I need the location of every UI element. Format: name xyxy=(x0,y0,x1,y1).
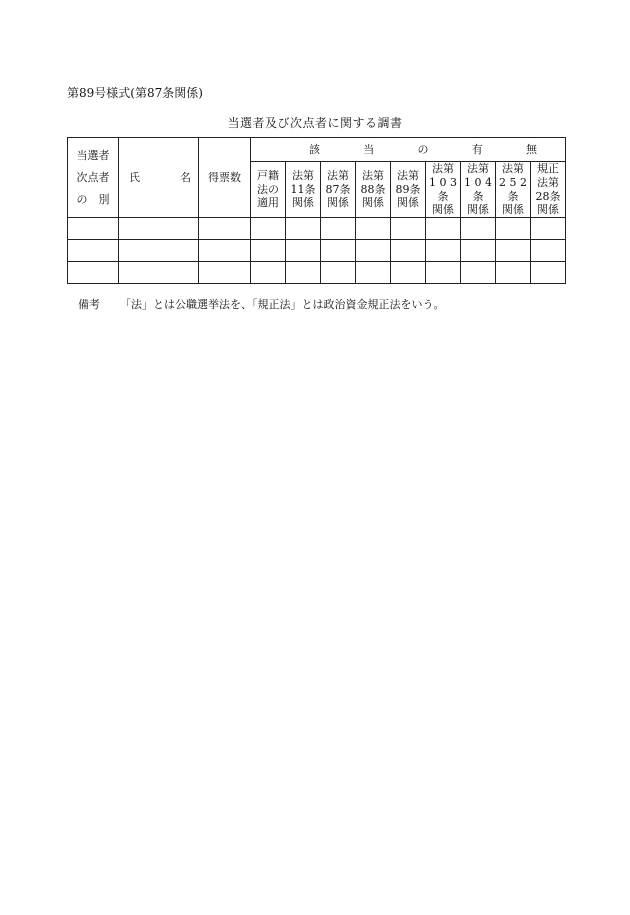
remarks-note xyxy=(78,296,445,312)
subheader-line: 条 xyxy=(437,189,449,203)
category-header-line: の 別 xyxy=(76,192,110,206)
blank-rows xyxy=(68,218,566,284)
subheader-line: 88条 xyxy=(360,182,386,196)
blank-cell xyxy=(119,240,199,262)
subheader-line: 28条 xyxy=(535,189,561,203)
blank-cell xyxy=(251,262,286,284)
survey-table xyxy=(67,137,566,284)
blank-cell xyxy=(251,218,286,240)
subheader-line: 87条 xyxy=(325,182,351,196)
blank-cell xyxy=(461,218,496,240)
category-header xyxy=(68,138,119,218)
blank-cell xyxy=(496,262,531,284)
blank-cell xyxy=(68,262,119,284)
subheader-art252 xyxy=(496,162,531,218)
subheader-art89 xyxy=(391,162,426,218)
subheader-regulation-art28 xyxy=(531,162,566,218)
blank-cell xyxy=(321,262,356,284)
category-header-line: 当選者 xyxy=(76,148,110,162)
subheader-line: 関係 xyxy=(537,203,559,217)
blank-table-row xyxy=(68,240,566,262)
blank-cell xyxy=(426,240,461,262)
subheader-line: 1 0 3 xyxy=(429,175,457,189)
subheader-art87 xyxy=(321,162,356,218)
applicability-header-char: 該 xyxy=(309,142,320,156)
blank-cell xyxy=(461,262,496,284)
category-header-line: 次点者 xyxy=(76,170,110,184)
blank-cell xyxy=(199,240,251,262)
blank-cell xyxy=(461,240,496,262)
subheader-line: 規正 xyxy=(537,162,559,175)
applicability-header-char: 有 xyxy=(471,142,483,156)
subheader-line: 法第 xyxy=(502,162,524,175)
blank-cell xyxy=(356,262,391,284)
blank-cell xyxy=(391,262,426,284)
subheader-line: 2 5 2 xyxy=(499,175,527,189)
applicability-header-char: 無 xyxy=(526,142,537,156)
subheader-family-register xyxy=(251,162,286,218)
remarks-label: 備考 xyxy=(78,298,100,311)
blank-cell xyxy=(426,262,461,284)
blank-cell xyxy=(531,218,566,240)
blank-cell xyxy=(531,262,566,284)
blank-table-row xyxy=(68,218,566,240)
subheader-art104 xyxy=(461,162,496,218)
name-header-surname: 氏 xyxy=(129,170,140,184)
subheader-line: 関係 xyxy=(327,196,349,210)
blank-cell xyxy=(68,240,119,262)
subheader-line: 法第 xyxy=(397,168,419,182)
blank-cell xyxy=(286,240,321,262)
blank-cell xyxy=(321,218,356,240)
applicability-header xyxy=(251,138,566,162)
subheader-line: 89条 xyxy=(395,182,421,196)
subheader-line: 関係 xyxy=(292,196,314,210)
blank-cell xyxy=(119,218,199,240)
subheader-line: 関係 xyxy=(362,196,384,210)
blank-cell xyxy=(356,240,391,262)
subheader-line: 関係 xyxy=(432,203,454,217)
blank-cell xyxy=(391,218,426,240)
blank-cell xyxy=(321,240,356,262)
document-title: 当選者及び次点者に関する調書 xyxy=(227,116,403,130)
subheader-line: 条 xyxy=(507,189,519,203)
subheader-line: 法第 xyxy=(432,162,454,175)
header-row-top xyxy=(68,138,566,162)
subheader-line: 法の xyxy=(257,182,279,196)
subheader-line: 法第 xyxy=(327,168,349,182)
subheader-line: 適用 xyxy=(257,196,279,210)
blank-cell xyxy=(496,218,531,240)
blank-cell xyxy=(356,218,391,240)
remarks-text: 「法」とは公職選挙法を、「規正法」とは政治資金規正法をいう。 xyxy=(120,298,445,311)
blank-cell xyxy=(426,218,461,240)
subheader-line: 戸籍 xyxy=(257,168,279,182)
subheader-line: 法第 xyxy=(292,168,314,182)
subheader-art11 xyxy=(286,162,321,218)
subheader-line: 11条 xyxy=(290,182,316,196)
form-number: 第89号様式(第87条関係) xyxy=(67,86,203,100)
blank-cell xyxy=(68,218,119,240)
name-header-given: 名 xyxy=(180,170,191,184)
votes-header: 得票数 xyxy=(199,138,251,218)
blank-cell xyxy=(496,240,531,262)
blank-cell xyxy=(119,262,199,284)
blank-cell xyxy=(199,218,251,240)
subheader-line: 関係 xyxy=(467,203,489,217)
subheader-line: 法第 xyxy=(537,175,559,189)
blank-cell xyxy=(531,240,566,262)
blank-cell xyxy=(286,262,321,284)
applicability-header-char: の xyxy=(417,142,429,156)
subheader-line: 法第 xyxy=(467,162,489,175)
blank-cell xyxy=(199,262,251,284)
blank-table-row xyxy=(68,262,566,284)
subheader-line: 関係 xyxy=(502,203,524,217)
subheader-line: 法第 xyxy=(362,168,384,182)
subheader-line: 1 0 4 xyxy=(464,175,492,189)
name-header xyxy=(119,138,199,218)
blank-cell xyxy=(286,218,321,240)
subheader-art88 xyxy=(356,162,391,218)
blank-cell xyxy=(251,240,286,262)
blank-cell xyxy=(391,240,426,262)
subheader-art103 xyxy=(426,162,461,218)
applicability-header-char: 当 xyxy=(363,142,375,156)
subheader-line: 関係 xyxy=(397,196,419,210)
subheader-line: 条 xyxy=(472,189,484,203)
